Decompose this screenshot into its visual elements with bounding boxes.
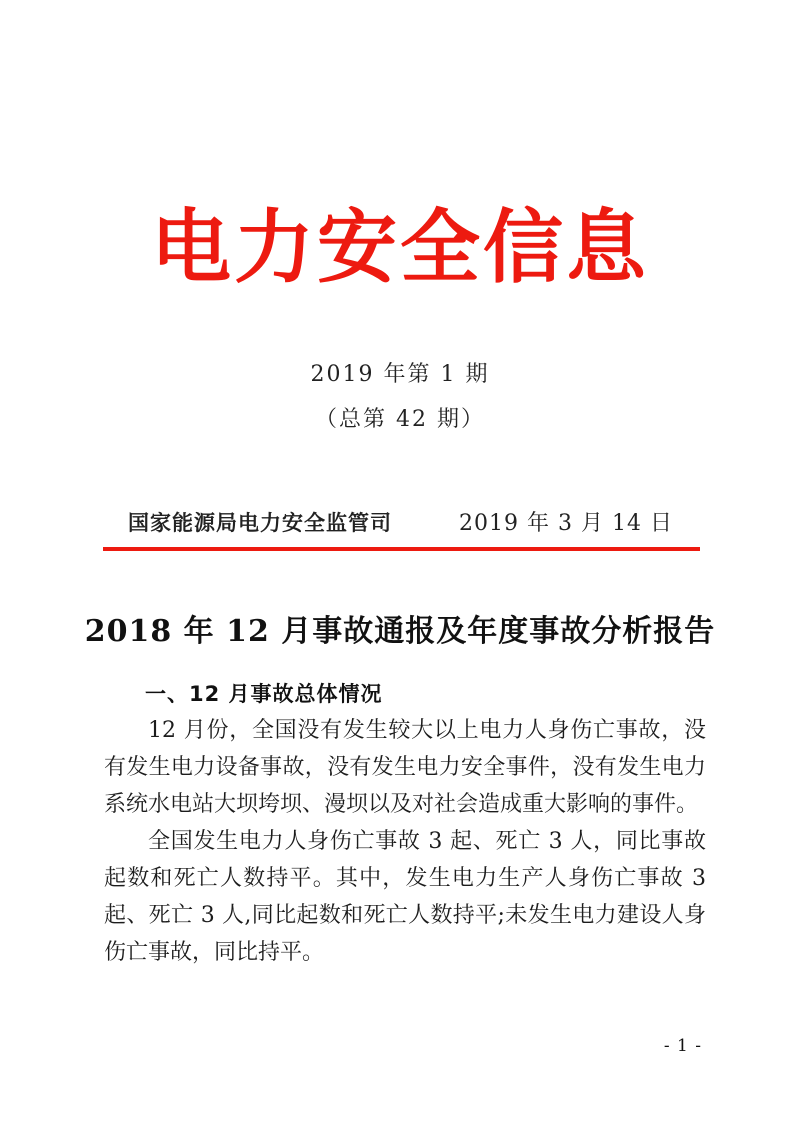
publisher-name: 国家能源局电力安全监管司	[128, 510, 392, 535]
article-title: 2018 年 12 月事故通报及年度事故分析报告	[84, 614, 716, 649]
cumulative-issue-line: （总第 42 期）	[315, 407, 485, 432]
article-body	[104, 712, 706, 971]
body-paragraph: 全国发生电力人身伤亡事故 3 起、死亡 3 人，同比事故起数和死亡人数持平。其中，发生电力生产人身伤亡事故 3 起、死亡 3 人,同比起数和死亡人数持平;未发生电力建设人身伤亡事故，同比持平。	[104, 829, 706, 965]
page-number: - 1 -	[663, 1036, 702, 1056]
section-heading: 一、12 月事故总体情况	[145, 682, 383, 706]
issue-number-line: 2019 年第 1 期	[310, 362, 490, 387]
masthead-publisher-row	[103, 506, 700, 551]
masthead-title: 电力安全信息	[151, 200, 649, 294]
issue-date: 2019 年 3 月 14 日	[459, 511, 673, 536]
body-paragraph: 12 月份，全国没有发生较大以上电力人身伤亡事故，没有发生电力设备事故，没有发生电力安全事件，没有发生电力系统水电站大坝垮坝、漫坝以及对社会造成重大影响的事件。	[104, 718, 706, 817]
